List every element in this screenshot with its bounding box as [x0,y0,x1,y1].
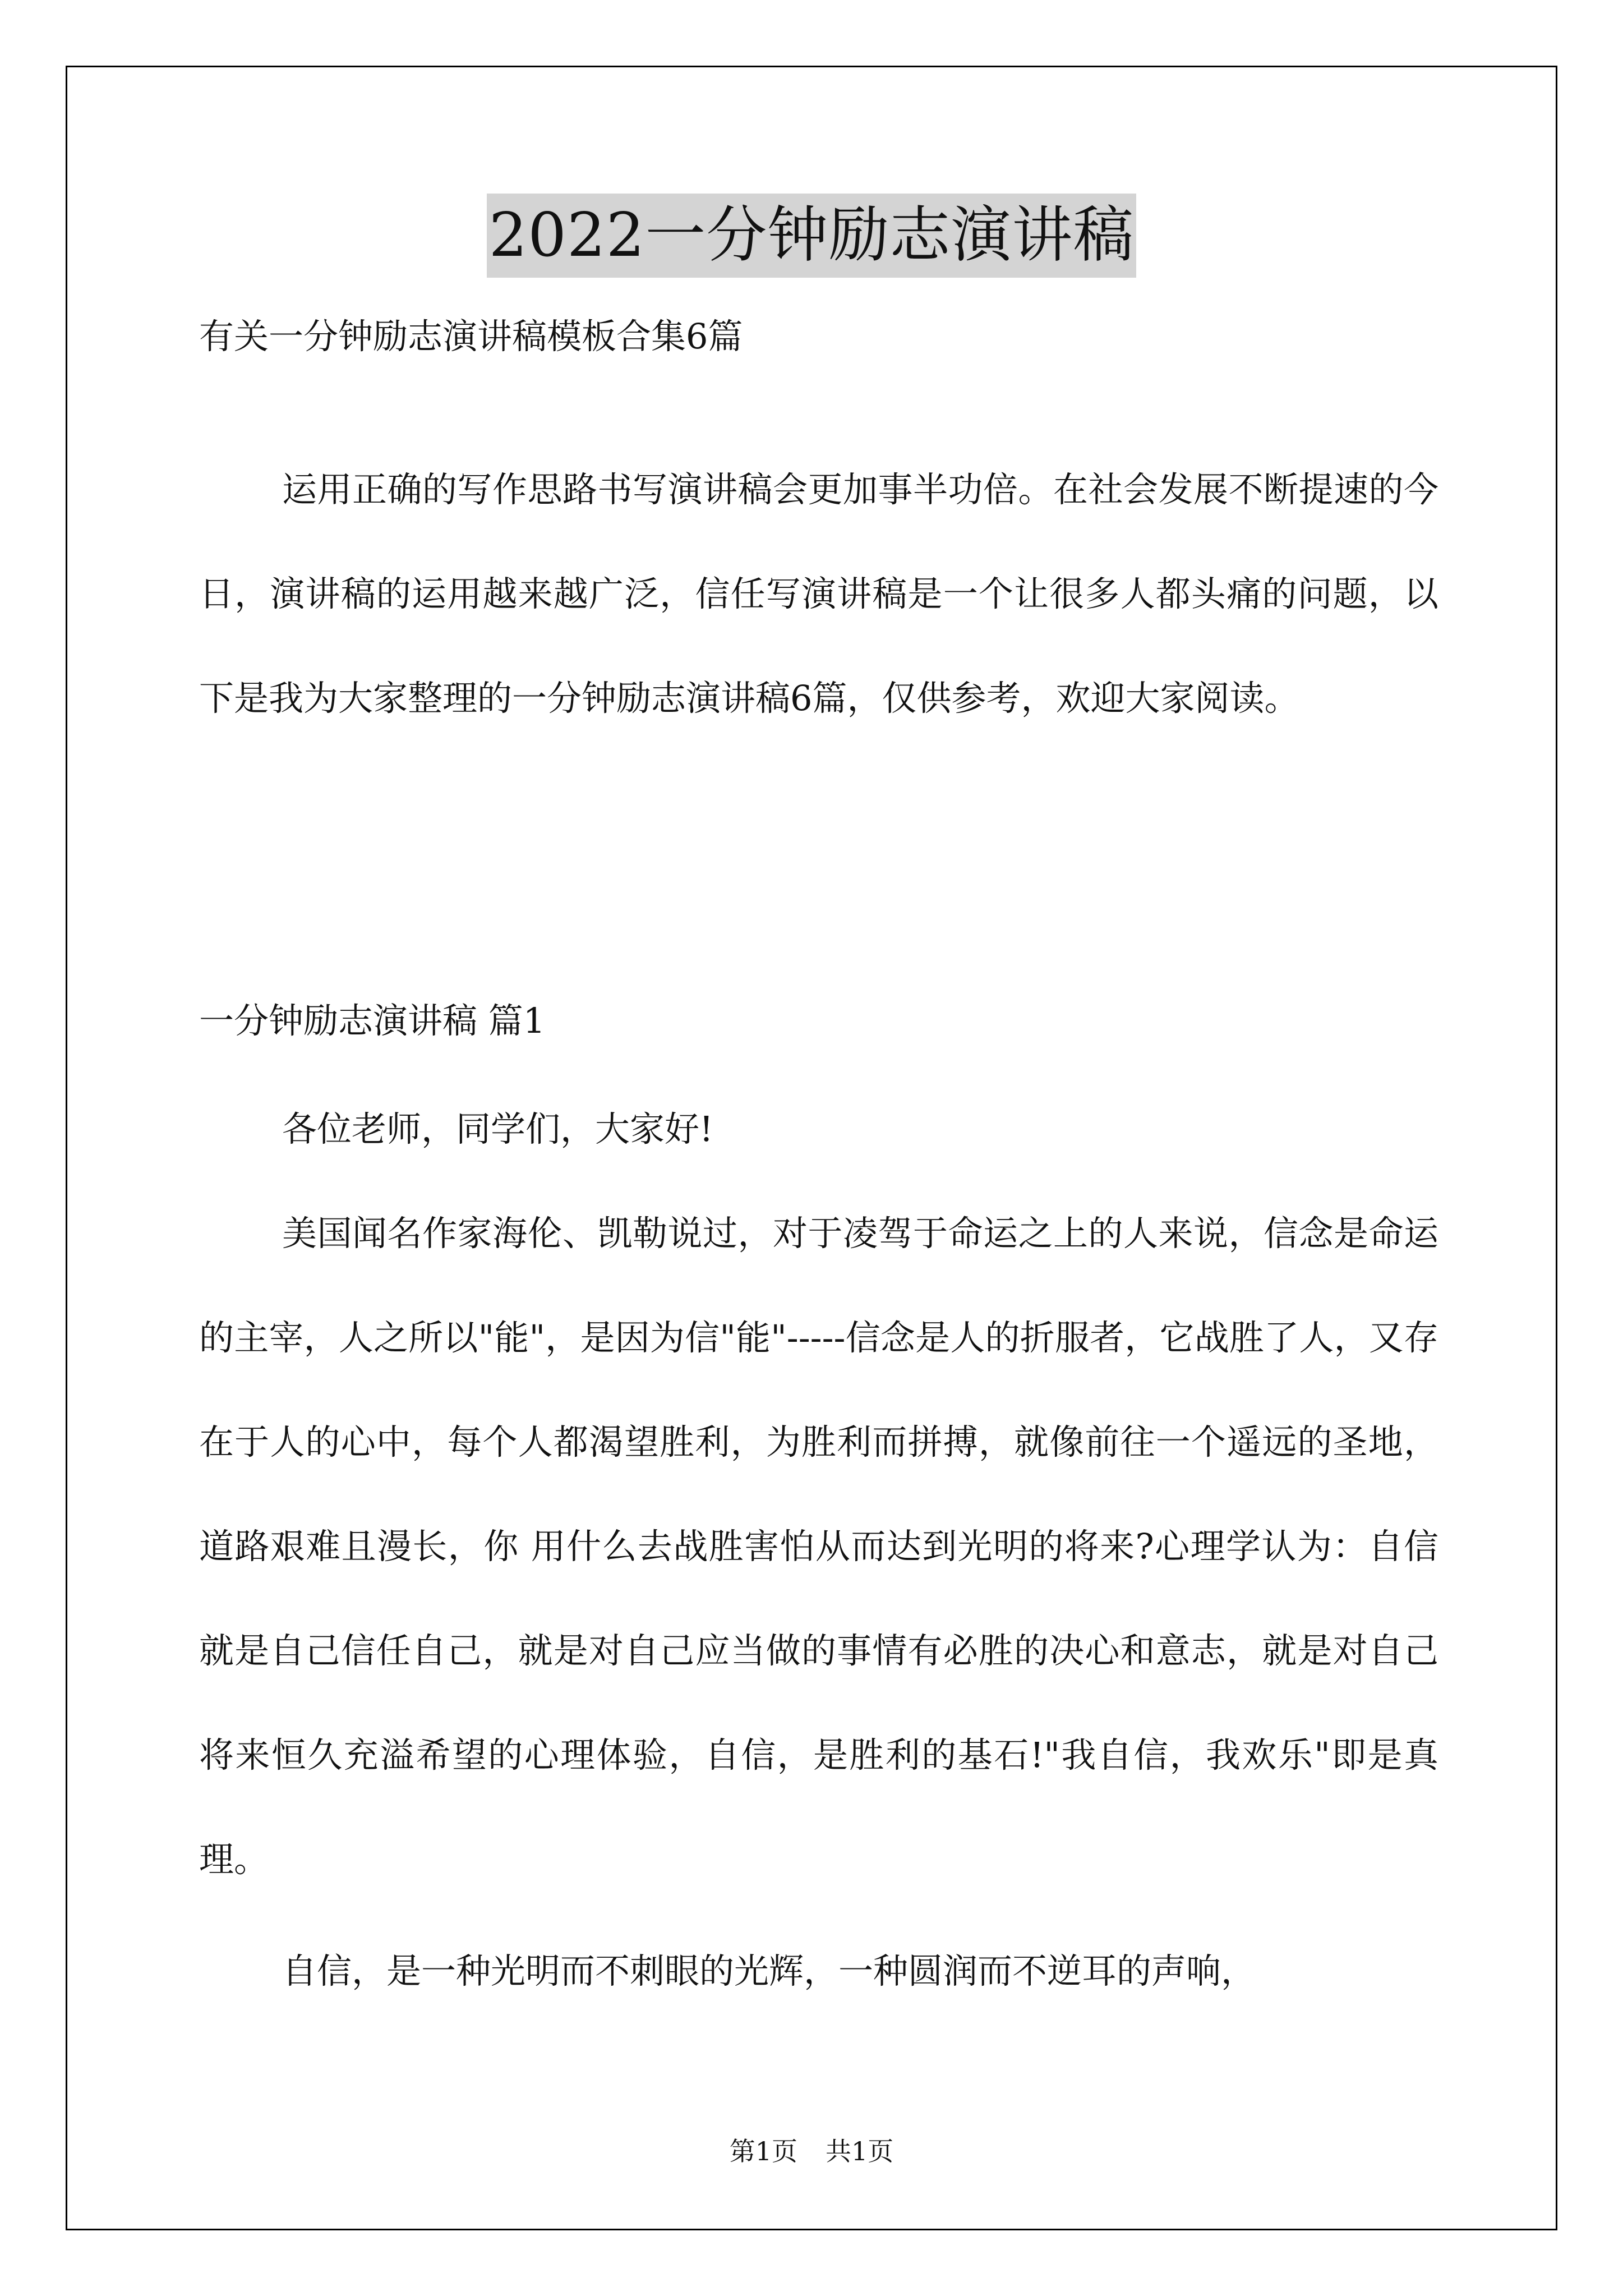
greeting-paragraph: 各位老师，同学们，大家好! [282,1108,713,1149]
section-heading: 一分钟励志演讲稿 篇1 [199,1000,546,1041]
body-paragraph: 美国闻名作家海伦、凯勒说过，对于凌驾于命运之上的人来说，信念是命运的主宰，人之所以"能"，是因为信"能"-----信念是人的折服者，它战胜了人，又存在于人的心中，每个人都渴望胜利，为胜利而拼搏，就像前往一个遥远的圣地，道路艰难且漫长，你 用什么去战胜害怕从而达到光明的将来?心理学认为：自信就是自己信任自己，就是对自己应当做的事情有必胜的决心和意志，就是对自己将来恒久充溢希望的心理体验，自信，是胜利的基石!"我自信，我欢乐"即是真理。 [199,1213,1438,1880]
page-number: 第1页 [729,2136,797,2166]
document-subtitle: 有关一分钟励志演讲稿模板合集6篇 [199,316,743,357]
title-container [0,194,1623,278]
page-total: 共1页 [826,2136,894,2166]
page-footer [0,2134,1623,2168]
document-title: 2022一分钟励志演讲稿 [487,194,1137,278]
body-paragraph: 自信，是一种光明而不刺眼的光辉，一种圆润而不逆耳的声响， [282,1950,1256,1991]
intro-paragraph: 运用正确的写作思路书写演讲稿会更加事半功倍。在社会发展不断提速的今日，演讲稿的运用越来越广泛，信任写演讲稿是一个让很多人都头痛的问题，以下是我为大家整理的一分钟励志演讲稿6篇，仅供参考，欢迎大家阅读。 [199,469,1438,719]
